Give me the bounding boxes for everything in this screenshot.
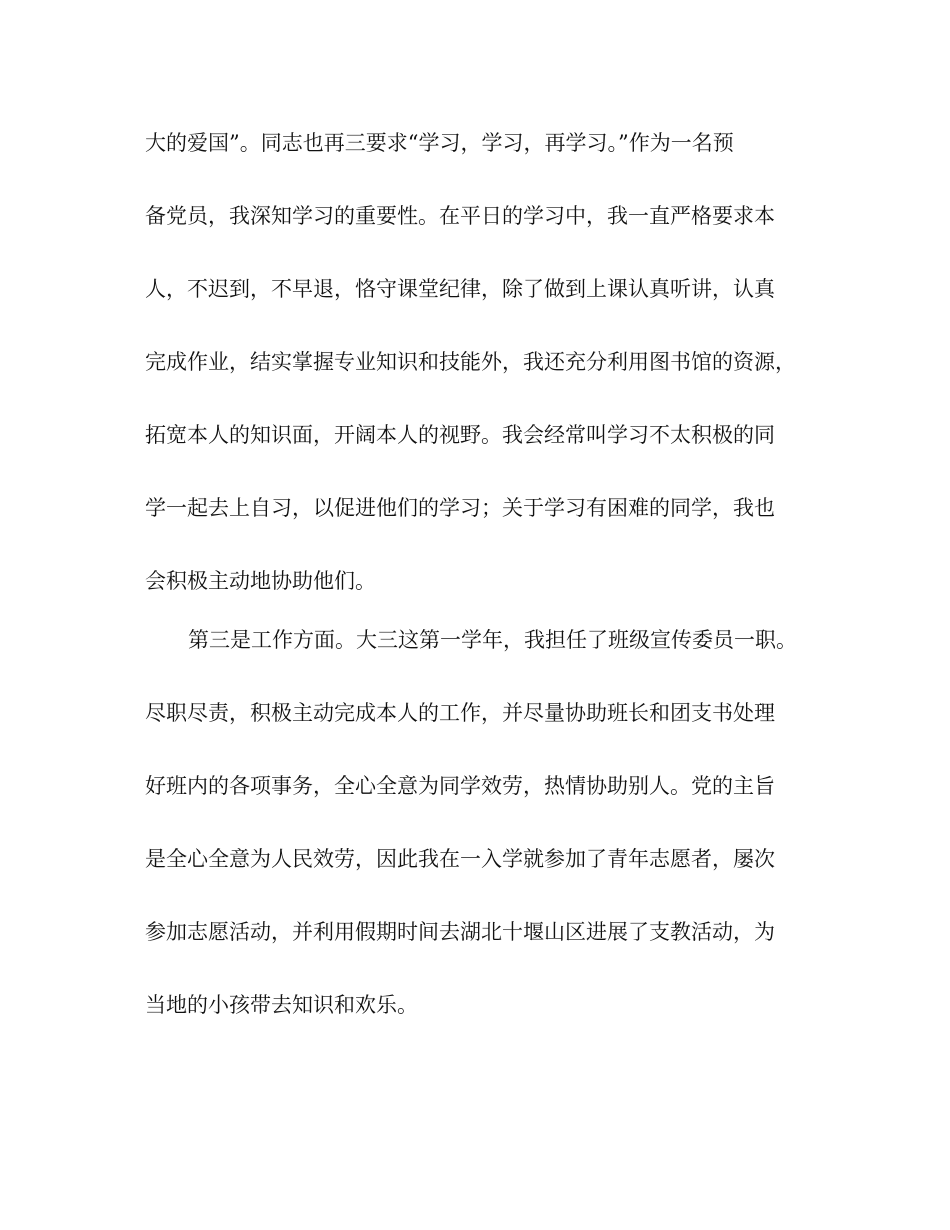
paragraph-line: 是全心全意为人民效劳，因此我在一入学就参加了青年志愿者，屡次 (145, 847, 775, 871)
paragraph-line: 大的爱国”。同志也再三要求“学习，学习，再学习。”作为一名预 (145, 131, 734, 155)
paragraph-first-line: 第三是工作方面。大三这第一学年，我担任了班级宣传委员一职。 (188, 628, 797, 652)
paragraph-line: 完成作业，结实掌握专业知识和技能外，我还充分利用图书馆的资源， (145, 350, 796, 374)
paragraph-line: 会积极主动地协助他们。 (145, 569, 376, 593)
paragraph-line: 当地的小孩带去知识和欢乐。 (145, 993, 418, 1017)
paragraph-line: 好班内的各项事务，全心全意为同学效劳，热情协助别人。党的主旨 (145, 774, 775, 798)
paragraph-line: 拓宽本人的知识面，开阔本人的视野。我会经常叫学习不太积极的同 (145, 423, 775, 447)
paragraph-line: 尽职尽责，积极主动完成本人的工作，并尽量协助班长和团支书处理 (145, 701, 775, 725)
paragraph-line: 学一起去上自习，以促进他们的学习；关于学习有困难的同学，我也 (145, 496, 775, 520)
paragraph-line: 人，不迟到，不早退，恪守课堂纪律，除了做到上课认真听讲，认真 (145, 277, 775, 301)
paragraph-line: 参加志愿活动，并利用假期时间去湖北十堰山区进展了支教活动，为 (145, 920, 775, 944)
paragraph-line: 备党员，我深知学习的重要性。在平日的学习中，我一直严格要求本 (145, 204, 775, 228)
